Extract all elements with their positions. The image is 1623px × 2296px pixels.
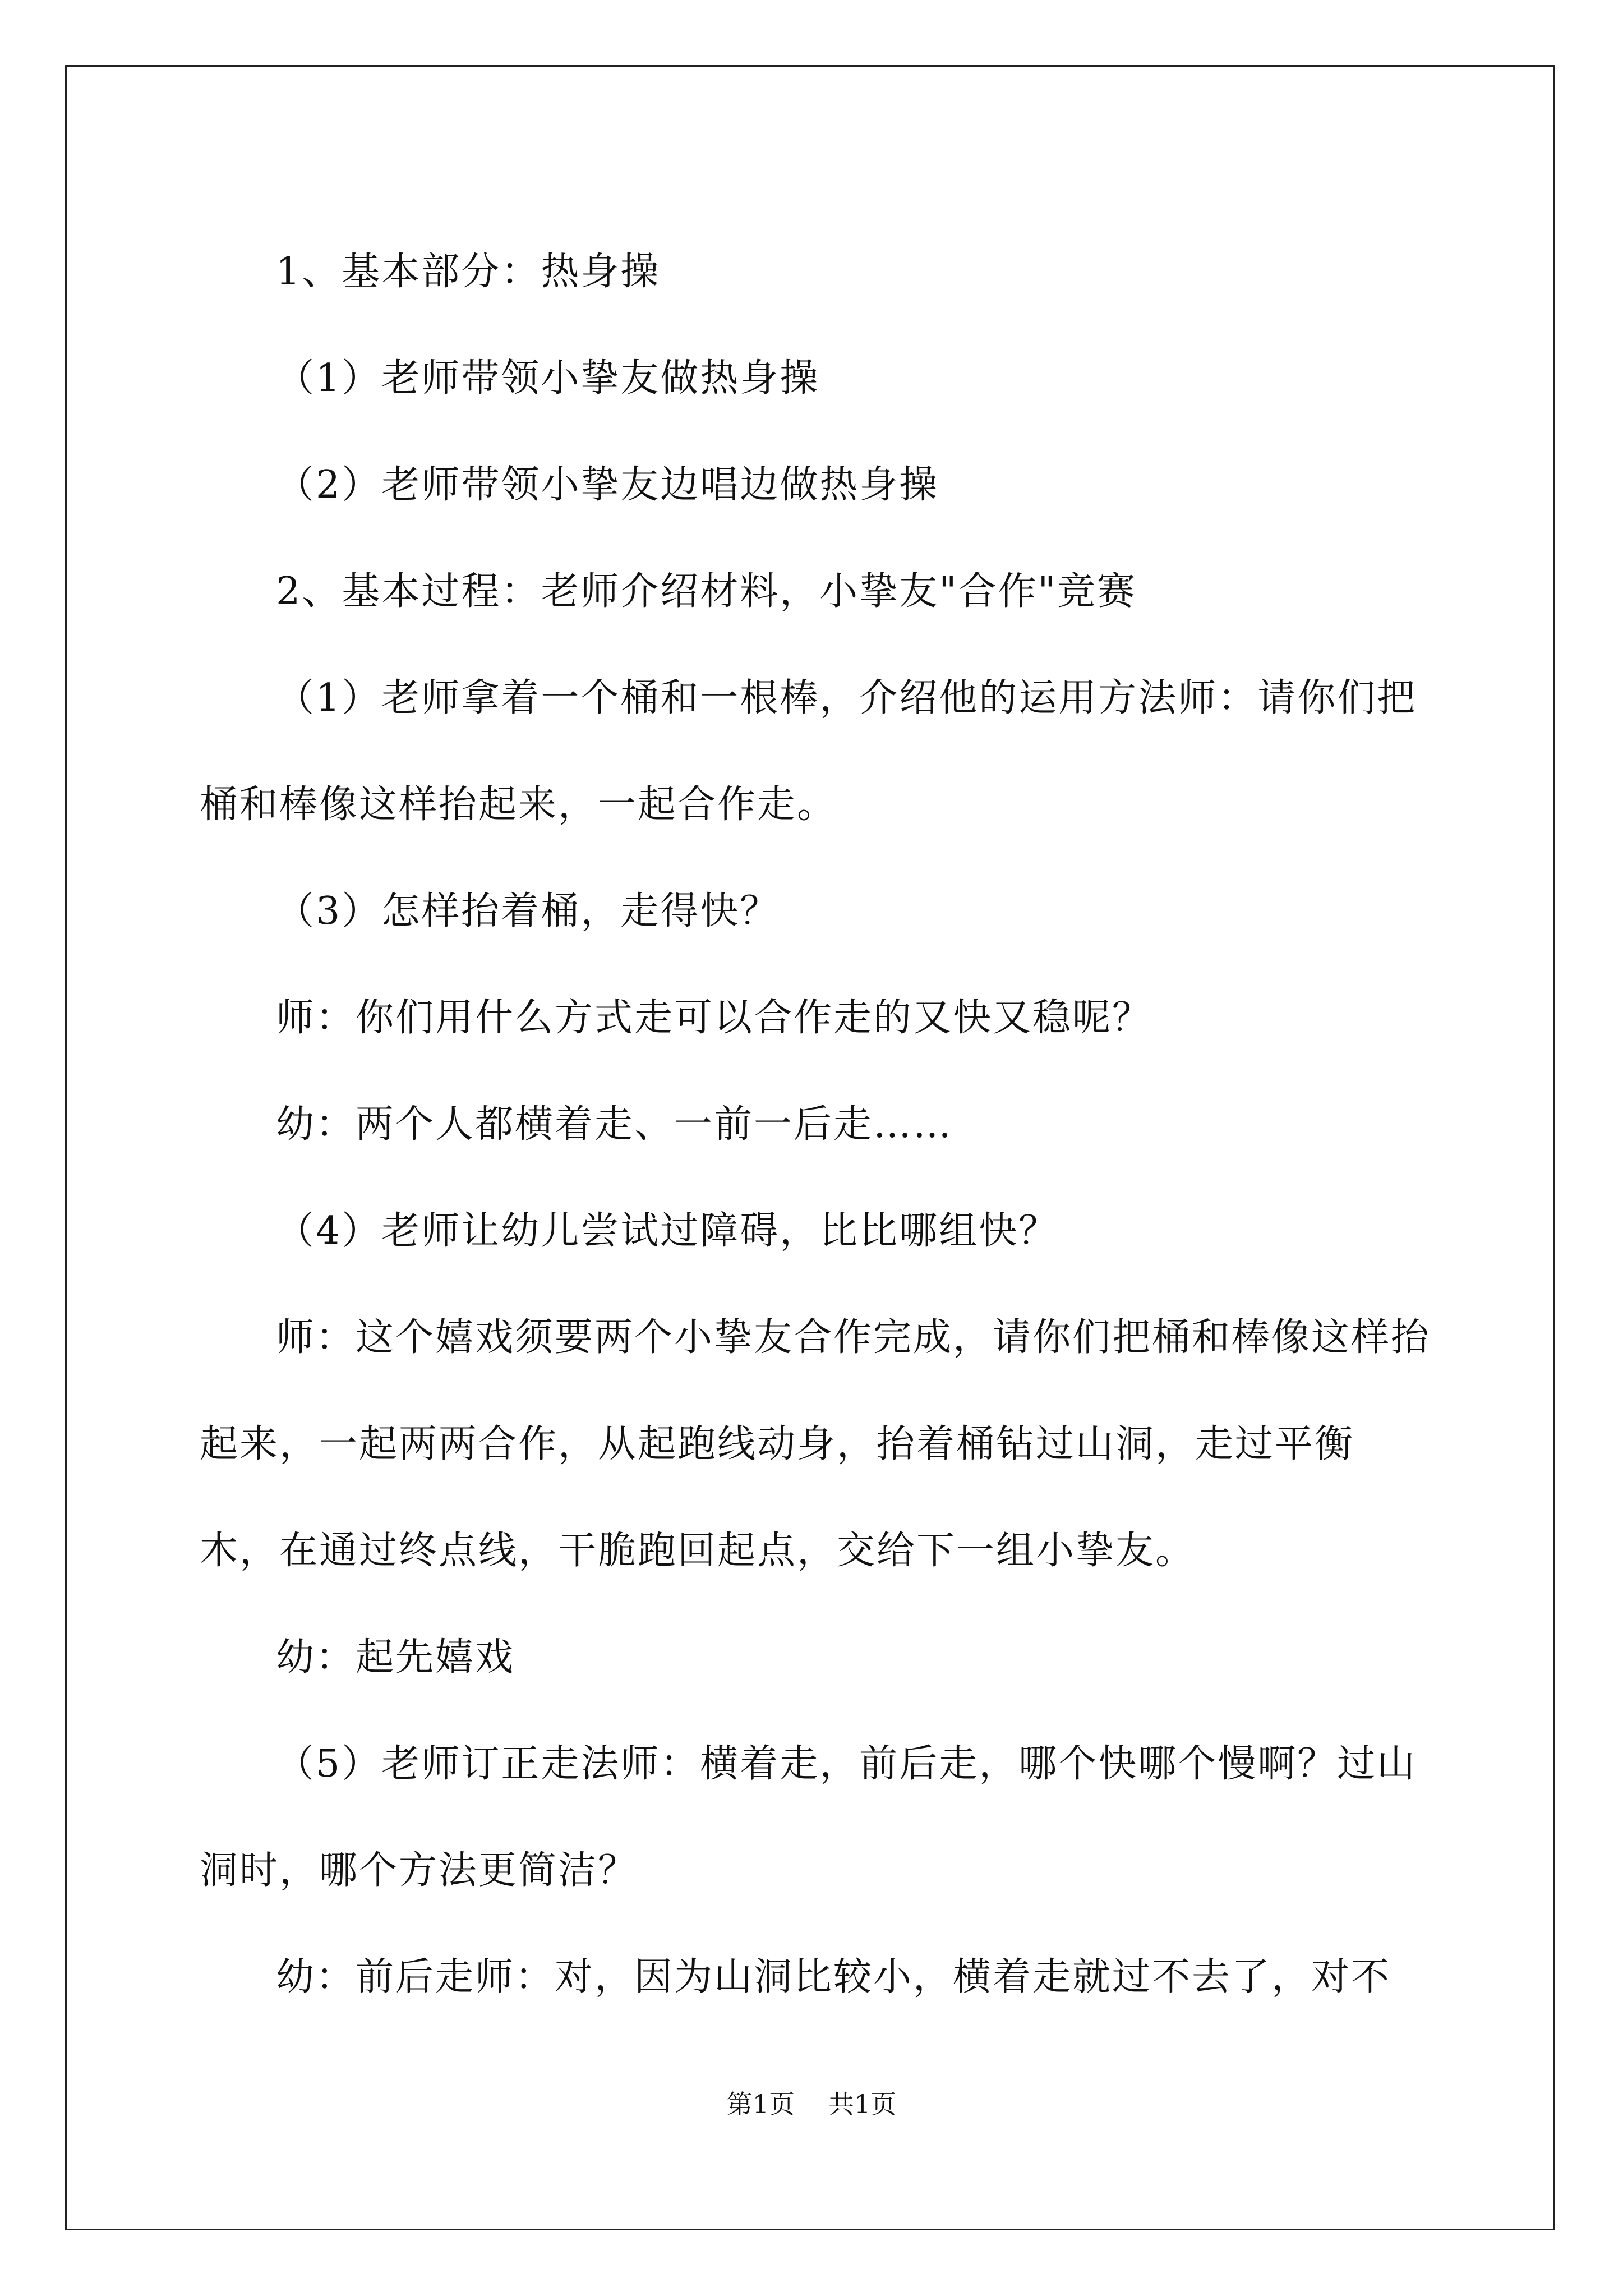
paragraph-section-2: 2、基本过程：老师介绍材料，小挚友"合作"竞赛 — [276, 569, 1137, 614]
paragraph-item: （5）老师订正走法师：横着走，前后走，哪个快哪个慢啊？过山洞时，哪个方法更简洁？ — [200, 1742, 1417, 1893]
paragraph-dialogue: 幼：两个人都横着走、一前一后走…… — [276, 1102, 953, 1147]
paragraph-item: （2）老师带领小挚友边唱边做热身操 — [276, 463, 939, 507]
paragraph-dialogue: 幼：前后走师：对，因为山洞比较小，横着走就过不去了，对不 — [276, 1955, 1391, 1999]
paragraph-dialogue: 师：你们用什么方式走可以合作走的又快又稳呢？ — [276, 996, 1152, 1040]
paragraph-item: （1）老师拿着一个桶和一根棒，介绍他的运用方法师：请你们把桶和棒像这样抬起来，一起合作走。 — [200, 676, 1417, 827]
page-number-current: 第1页 — [726, 2089, 795, 2119]
paragraph-section-1: 1、基本部分：热身操 — [276, 250, 661, 294]
document-body — [200, 219, 1433, 2031]
paragraph-item: （3）怎样抬着桶，走得快？ — [276, 889, 780, 933]
page-number-total: 共1页 — [828, 2089, 897, 2119]
paragraph-dialogue: 幼：起先嬉戏 — [276, 1635, 515, 1680]
paragraph-item: （4）老师让幼儿尝试过障碍，比比哪组快？ — [276, 1209, 1059, 1253]
page-footer — [0, 2084, 1623, 2121]
paragraph-item: （1）老师带领小挚友做热身操 — [276, 356, 820, 401]
paragraph-dialogue: 师：这个嬉戏须要两个小挚友合作完成，请你们把桶和棒像这样抬起来，一起两两合作，从起跑线动身，抬着桶钻过山洞，走过平衡木，在通过终点线，干脆跑回起点，交给下一组小挚友。 — [200, 1315, 1431, 1573]
